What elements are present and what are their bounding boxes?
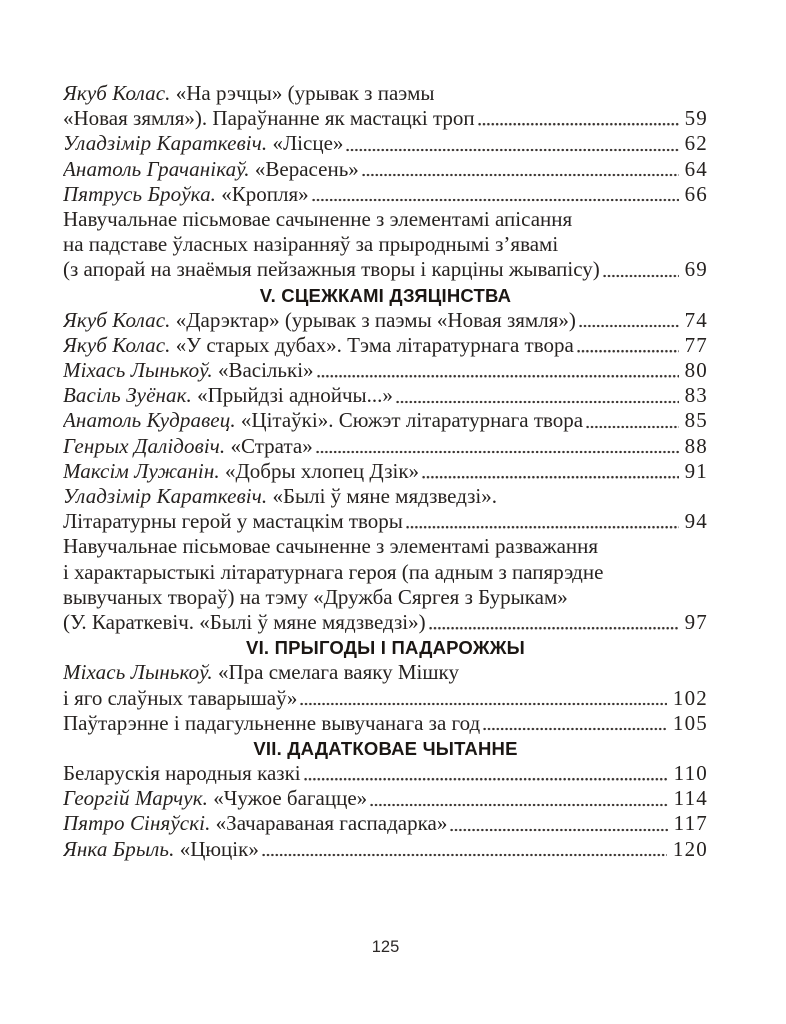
entry-text [63,408,583,433]
toc-entry [63,459,708,484]
entry-text [63,232,558,257]
entry-title: Літаратурны герой у мастацкім творы [63,509,403,534]
author-name: Максім Лужанін. [63,458,220,483]
toc-line [63,333,708,358]
entry-text [63,358,314,383]
toc-entry [63,383,708,408]
entry-title: «Кропля» [216,181,309,206]
entry-title: «На рэчцы» (урывак з паэмы [170,81,435,105]
toc-entry [63,333,708,358]
dot-leader [603,274,679,278]
toc-entry [63,308,708,333]
author-name: Янка Брыль. [63,836,175,861]
entry-title: і характарыстыкі літаратурнага героя (па адным з папярэдне [63,559,604,584]
dot-leader [304,777,668,781]
dot-leader [262,853,667,857]
toc-line [63,157,708,182]
author-name: Якуб Колас. [63,307,171,332]
entry-title: «Былі ў мяне мядзведзі». [267,484,498,508]
entry-title: «Верасень» [249,156,359,181]
entry-title: (У. Караткевіч. «Былі ў мяне мядзведзі») [63,609,426,634]
dot-leader [422,475,679,479]
entry-text [63,811,447,836]
dot-leader [317,374,679,378]
entry-text [63,534,598,559]
toc-line [63,786,708,811]
toc-entry [63,484,708,534]
page-ref: 83 [684,383,708,408]
entry-title: «Цітаўкі». Сюжэт літаратурнага твора [235,408,584,433]
author-name: Уладзімір Караткевіч. [63,484,268,508]
entry-text [63,157,359,182]
section-header: VI. ПРЫГОДЫ І ПАДАРОЖЖЫ [246,637,525,659]
entry-title: «Добры хлопец Дзік» [219,458,420,483]
entry-text [63,182,309,207]
entry-text [63,333,574,358]
entry-title: на падставе ўласных назіранняў за прыроднымі з’явамі [63,232,559,257]
page-ref: 77 [684,332,708,357]
toc-line [63,761,708,786]
author-name: Якуб Колас. [63,81,171,105]
entry-text [63,106,475,131]
toc-entry [63,408,708,433]
entry-title: «Васількі» [212,358,314,383]
entry-title: «Лісце» [267,131,344,156]
toc-entry [63,811,708,836]
toc-line [63,459,708,484]
page-ref: 74 [684,307,708,332]
dot-leader [406,525,679,529]
entry-title: «Страта» [225,433,313,458]
dot-leader [300,702,667,706]
toc-entry [63,786,708,811]
toc-line [63,811,708,836]
page-ref: 64 [684,156,708,181]
page-ref: 120 [672,836,708,861]
toc-line [63,509,708,534]
entry-text [63,484,497,509]
toc-line [63,358,708,383]
dot-leader [478,122,679,126]
page-ref: 62 [684,131,708,156]
page-ref: 110 [673,761,708,786]
entry-text [63,509,403,534]
toc-line [63,106,708,131]
entry-title: «У старых дубах». Тэма літаратурнага твора [170,332,574,357]
entry-title: (з апорай на знаёмыя пейзажныя творы і карціны жывапісу) [63,257,600,282]
toc-entry [63,660,708,710]
entry-title: «Чужое багацце» [207,786,368,811]
toc-line [63,610,708,635]
page-ref: 94 [684,509,708,534]
entry-text [63,434,313,459]
toc-line [63,257,708,282]
page-ref: 59 [684,106,708,131]
toc-line [63,711,708,736]
page-ref: 69 [684,257,708,282]
toc-line [63,837,708,862]
author-name: Генрых Далідовіч. [63,433,226,458]
entry-text [63,257,600,282]
page-ref: 105 [672,710,708,735]
dot-leader [346,148,678,152]
toc-line [63,308,708,333]
page-ref: 102 [672,685,708,710]
dot-leader [362,173,679,177]
entry-text [63,459,419,484]
entry-text [63,308,576,333]
entry-title: Навучальнае пісьмовае сачыненне з элементамі разважання [63,534,599,559]
dot-leader [450,828,667,832]
entry-text [63,711,480,736]
toc-line [63,207,708,232]
page-ref: 117 [673,811,708,836]
author-name: Якуб Колас. [63,332,171,357]
entry-text [63,383,393,408]
page-ref: 80 [684,358,708,383]
page-ref: 88 [684,433,708,458]
entry-text [63,686,297,711]
author-name: Уладзімір Караткевіч. [63,131,268,156]
entry-title: «Зачараваная гаспадарка» [210,811,448,836]
dot-leader [483,727,667,731]
toc-line [63,408,708,433]
entry-title: Навучальнае пісьмовае сачыненне з элементамі апісання [63,206,573,231]
dot-leader [396,400,679,404]
toc-entry [63,761,708,786]
author-name: Міхась Лынькоў. [63,358,213,383]
toc-entry [63,534,708,635]
entry-text [63,207,572,232]
page-ref: 114 [673,786,708,811]
toc-line [63,182,708,207]
toc-line [63,686,708,711]
toc-entry [63,358,708,383]
dot-leader [577,349,679,353]
entry-text [63,81,435,106]
toc-line [63,383,708,408]
page-ref: 85 [684,408,708,433]
toc-line [63,484,708,509]
toc-entry [63,157,708,182]
page-ref: 66 [684,181,708,206]
dot-leader [370,803,668,807]
entry-title: «Цюцік» [174,836,259,861]
toc-line [63,232,708,257]
entry-title: і яго слаўных таварышаў» [63,685,298,710]
toc-line [63,585,708,610]
entry-title: Паўтарэнне і падагульненне вывучанага за год [63,710,481,735]
entry-text [63,786,367,811]
author-name: Георгій Марчук. [63,786,208,811]
toc-entry [63,131,708,156]
entry-title: «Пра смелага ваяку Мішку [212,660,459,685]
author-name: Анатоль Кудравец. [63,408,236,433]
toc-line [63,560,708,585]
entry-title: «Дарэктар» (урывак з паэмы «Новая зямля») [170,307,576,332]
dot-leader [312,198,679,202]
toc-entry [63,711,708,736]
toc-line [63,131,708,156]
dot-leader [579,324,679,328]
toc-entry [63,434,708,459]
entry-text [63,610,426,635]
dot-leader [316,450,679,454]
table-of-contents [63,81,708,862]
entry-title: Беларускія народныя казкі [63,761,301,786]
toc-entry [63,837,708,862]
author-name: Пятрусь Броўка. [63,181,217,206]
toc-line [63,81,708,106]
dot-leader [429,626,679,630]
section-header: V. СЦЕЖКАМІ ДЗЯЦІНСТВА [259,284,512,306]
page-number: 125 [371,938,400,956]
author-name: Міхась Лынькоў. [63,660,213,685]
toc-entry [63,182,708,207]
author-name: Васіль Зуёнак. [63,383,192,408]
entry-title: «Новая зямля»). Параўнанне як мастацкі троп [63,106,475,131]
entry-text [63,837,259,862]
entry-text [63,761,301,786]
entry-title: «Прыйдзі аднойчы...» [191,383,393,408]
toc-line [63,660,708,685]
entry-text [63,660,459,685]
section-header: VII. ДАДАТКОВАЕ ЧЫТАННЕ [253,737,518,759]
page-ref: 91 [684,458,708,483]
toc-line [63,434,708,459]
entry-text [63,560,603,585]
dot-leader [586,425,678,429]
entry-text [63,131,343,156]
page-ref: 97 [684,609,708,634]
entry-text [63,585,568,610]
toc-entry [63,81,708,131]
entry-title: вывучаных твораў) на тэму «Дружба Сяргея з Бурыкам» [63,584,568,609]
page-footer [63,938,708,957]
author-name: Анатоль Грачанікаў. [63,156,250,181]
toc-entry [63,207,708,283]
author-name: Пятро Сіняўскі. [63,811,211,836]
toc-line [63,534,708,559]
